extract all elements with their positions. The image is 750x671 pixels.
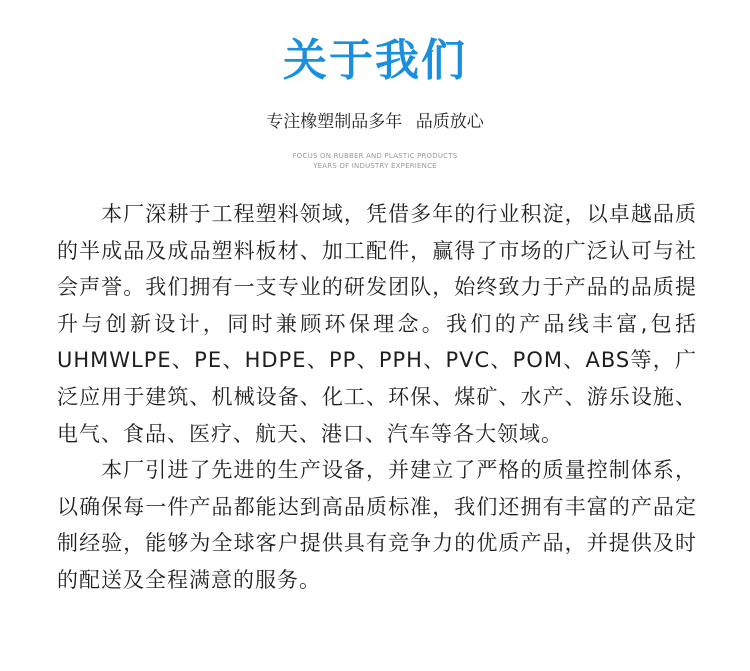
english-subtitle-line1: FOCUS ON RUBBER AND PLASTIC PRODUCTS	[292, 152, 458, 160]
slogan-left: 专注橡塑制品多年	[266, 112, 403, 132]
paragraph-2: 本厂引进了先进的生产设备，并建立了严格的质量控制体系，以确保每一件产品都能达到高品质标准，我们还拥有丰富的产品定制经验，能够为全球客户提供具有竞争力的优质产品，并提供及时的配送及全程满意的服务。	[57, 458, 697, 592]
paragraph-1: 本厂深耕于工程塑料领域，凭借多年的行业积淀，以卓越品质的半成品及成品塑料板材、加工配件，赢得了市场的广泛认可与社会声誉。我们拥有一支专业的研发团队，始终致力于产品的品质提升与创新设计，同时兼顾环保理念。我们的产品线丰富,包括UHMWLPE、PE、HDPE、PP、PPH、PVC、POM、ABS等，广泛应用于建筑、机械设备、化工、环保、煤矿、水产、游乐设施、电气、食品、医疗、航天、港口、汽车等各大领域。	[57, 202, 697, 446]
page-title: 关于我们	[283, 35, 467, 86]
slogan-right: 品质放心	[415, 112, 484, 132]
slogan	[0, 110, 750, 134]
about-body	[57, 196, 697, 599]
english-subtitle-line2: YEARS OF INDUSTRY EXPERIENCE	[313, 162, 437, 170]
